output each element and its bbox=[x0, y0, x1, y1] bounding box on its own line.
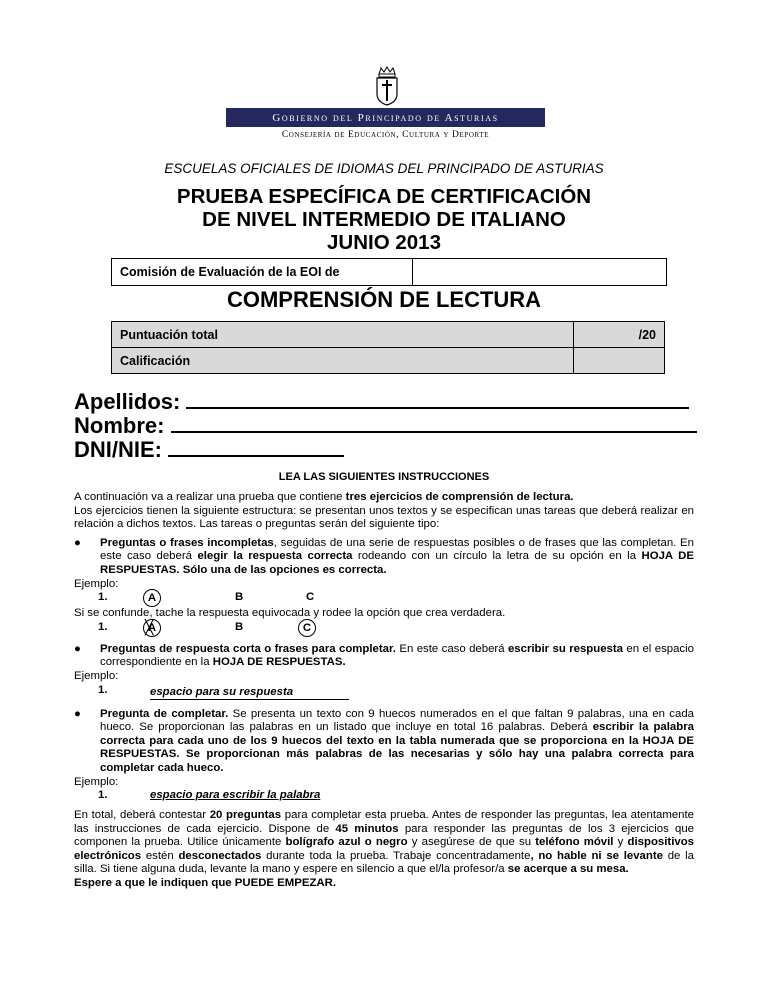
example-choice-row bbox=[90, 591, 694, 607]
asturias-crest-icon bbox=[371, 66, 403, 106]
instructions-body bbox=[74, 491, 694, 891]
grade-field[interactable] bbox=[574, 348, 665, 374]
title-line-3: JUNIO 2013 bbox=[327, 231, 441, 254]
bullet-icon: ● bbox=[74, 536, 81, 549]
surname-field[interactable] bbox=[186, 389, 689, 409]
example-label: Ejemplo: bbox=[74, 669, 119, 682]
option-b: B bbox=[235, 620, 244, 633]
final-instructions: En total, deberá contestar 20 preguntas para completar esta prueba. Antes de responder las preguntas, lea atentamente las instrucciones de cada ejercicio. Dispone de 45 minutos para responder las preguntas de los 3 ejercicios que componen la prueba. Utilice únicamente bolígrafo azul o negro y asegúrese de que su teléfono móvil y dispositivos electrónicos estén desconectados durante toda la prueba. Trabaje concentradamente, no hable ni se levante de la silla. Si tiene alguna duda, levante la mano y espere en silencio a que el/la profesor/a se acerque a su mesa. bbox=[74, 809, 695, 876]
example-word-row bbox=[90, 789, 694, 805]
example-number: 1. bbox=[98, 683, 108, 696]
id-label: DNI/NIE: bbox=[74, 437, 162, 462]
name-label: Nombre: bbox=[74, 413, 165, 438]
id-field[interactable] bbox=[168, 437, 344, 457]
government-banner: Gobierno del Principado de Asturias bbox=[226, 108, 545, 127]
total-score-row bbox=[112, 322, 665, 348]
option-a-crossed: A ╳ bbox=[143, 619, 161, 637]
intro-paragraph: A continuación va a realizar una prueba que contiene tres ejercicios de comprensión de lectura. bbox=[74, 491, 574, 503]
option-b: B bbox=[235, 591, 244, 604]
structure-paragraph: Los ejercicios tienen la siguiente estructura: se presentan unos textos y se especifican unas tareas que deberá realizar en relación a dichos textos. Las tareas o preguntas serán del siguiente tipo: bbox=[74, 504, 694, 531]
total-score-field[interactable]: /20 bbox=[574, 322, 665, 348]
exam-title bbox=[0, 185, 768, 254]
surname-label: Apellidos: bbox=[74, 389, 181, 414]
example-number: 1. bbox=[98, 789, 108, 802]
answer-space-example: espacio para su respuesta bbox=[150, 686, 349, 701]
word-space-example: espacio para escribir la palabra bbox=[150, 789, 321, 802]
section-title: COMPRENSIÓN DE LECTURA bbox=[226, 287, 542, 312]
bullet-multiple-choice: ● Preguntas o frases incompletas, seguidas de una serie de respuestas posibles o de frases que las completan. En este caso deberá elegir la respuesta correcta rodeando con un círculo la letra de su opción en la HOJA DE RESPUESTAS. Sólo una de las opciones es correcta. bbox=[74, 536, 695, 576]
example-correction-row bbox=[90, 621, 694, 637]
title-line-2: DE NIVEL INTERMEDIO DE ITALIANO bbox=[202, 208, 566, 231]
total-score-label: Puntuación total bbox=[112, 322, 574, 348]
instructions-heading: LEA LAS SIGUIENTES INSTRUCCIONES bbox=[278, 471, 490, 483]
surname-row bbox=[74, 389, 689, 414]
bullet-gap-fill: ● Pregunta de completar. Se presenta un texto con 9 huecos numerados en el que faltan 9 palabras, una en cada hueco. Se proporcionan las palabras en un listado que incluye en total 16 palabras. Deberá escribir la palabra correcta para cada uno de los 9 huecos del texto en la tabla numerada que se proporciona en la HOJA DE RESPUESTAS. Se proporcionan más palabras de las necesarias y sólo hay una palabra correcta para completar cada hueco. bbox=[74, 707, 694, 774]
example-number: 1. bbox=[98, 620, 108, 633]
bullet-short-answer: ● Preguntas de respuesta corta o frases para completar. En este caso deberá escribir su respuesta en el espacio correspondiente en la HOJA DE RESPUESTAS. bbox=[74, 642, 694, 669]
name-row bbox=[74, 413, 697, 438]
title-line-1: PRUEBA ESPECÍFICA DE CERTIFICACIÓN bbox=[176, 185, 592, 208]
example-number: 1. bbox=[98, 591, 108, 604]
name-field[interactable] bbox=[171, 413, 697, 433]
bullet-icon: ● bbox=[74, 642, 81, 655]
option-c-circled: C bbox=[298, 619, 316, 637]
school-name: ESCUELAS OFICIALES DE IDIOMAS DEL PRINCIPADO DE ASTURIAS bbox=[164, 161, 604, 176]
option-c: C bbox=[306, 591, 315, 604]
start-notice: Espere a que le indiquen que PUEDE EMPEZAR. bbox=[74, 877, 337, 890]
score-table bbox=[111, 321, 665, 374]
example-answer-row bbox=[90, 684, 694, 700]
commission-field[interactable] bbox=[413, 259, 666, 285]
commission-label: Comisión de Evaluación de la EOI de bbox=[112, 259, 413, 285]
id-row bbox=[74, 437, 344, 462]
option-a-circled: A bbox=[143, 589, 161, 607]
grade-label: Calificación bbox=[112, 348, 574, 374]
grade-row bbox=[112, 348, 665, 374]
commission-box bbox=[111, 258, 667, 286]
example-label: Ejemplo: bbox=[74, 577, 119, 590]
bullet-icon: ● bbox=[74, 707, 81, 720]
confuse-note: Si se confunde, tache la respuesta equivocada y rodee la opción que crea verdadera. bbox=[74, 607, 506, 620]
department-name: Consejería de Educación, Cultura y Deporte bbox=[281, 130, 490, 140]
example-label: Ejemplo: bbox=[74, 775, 119, 788]
